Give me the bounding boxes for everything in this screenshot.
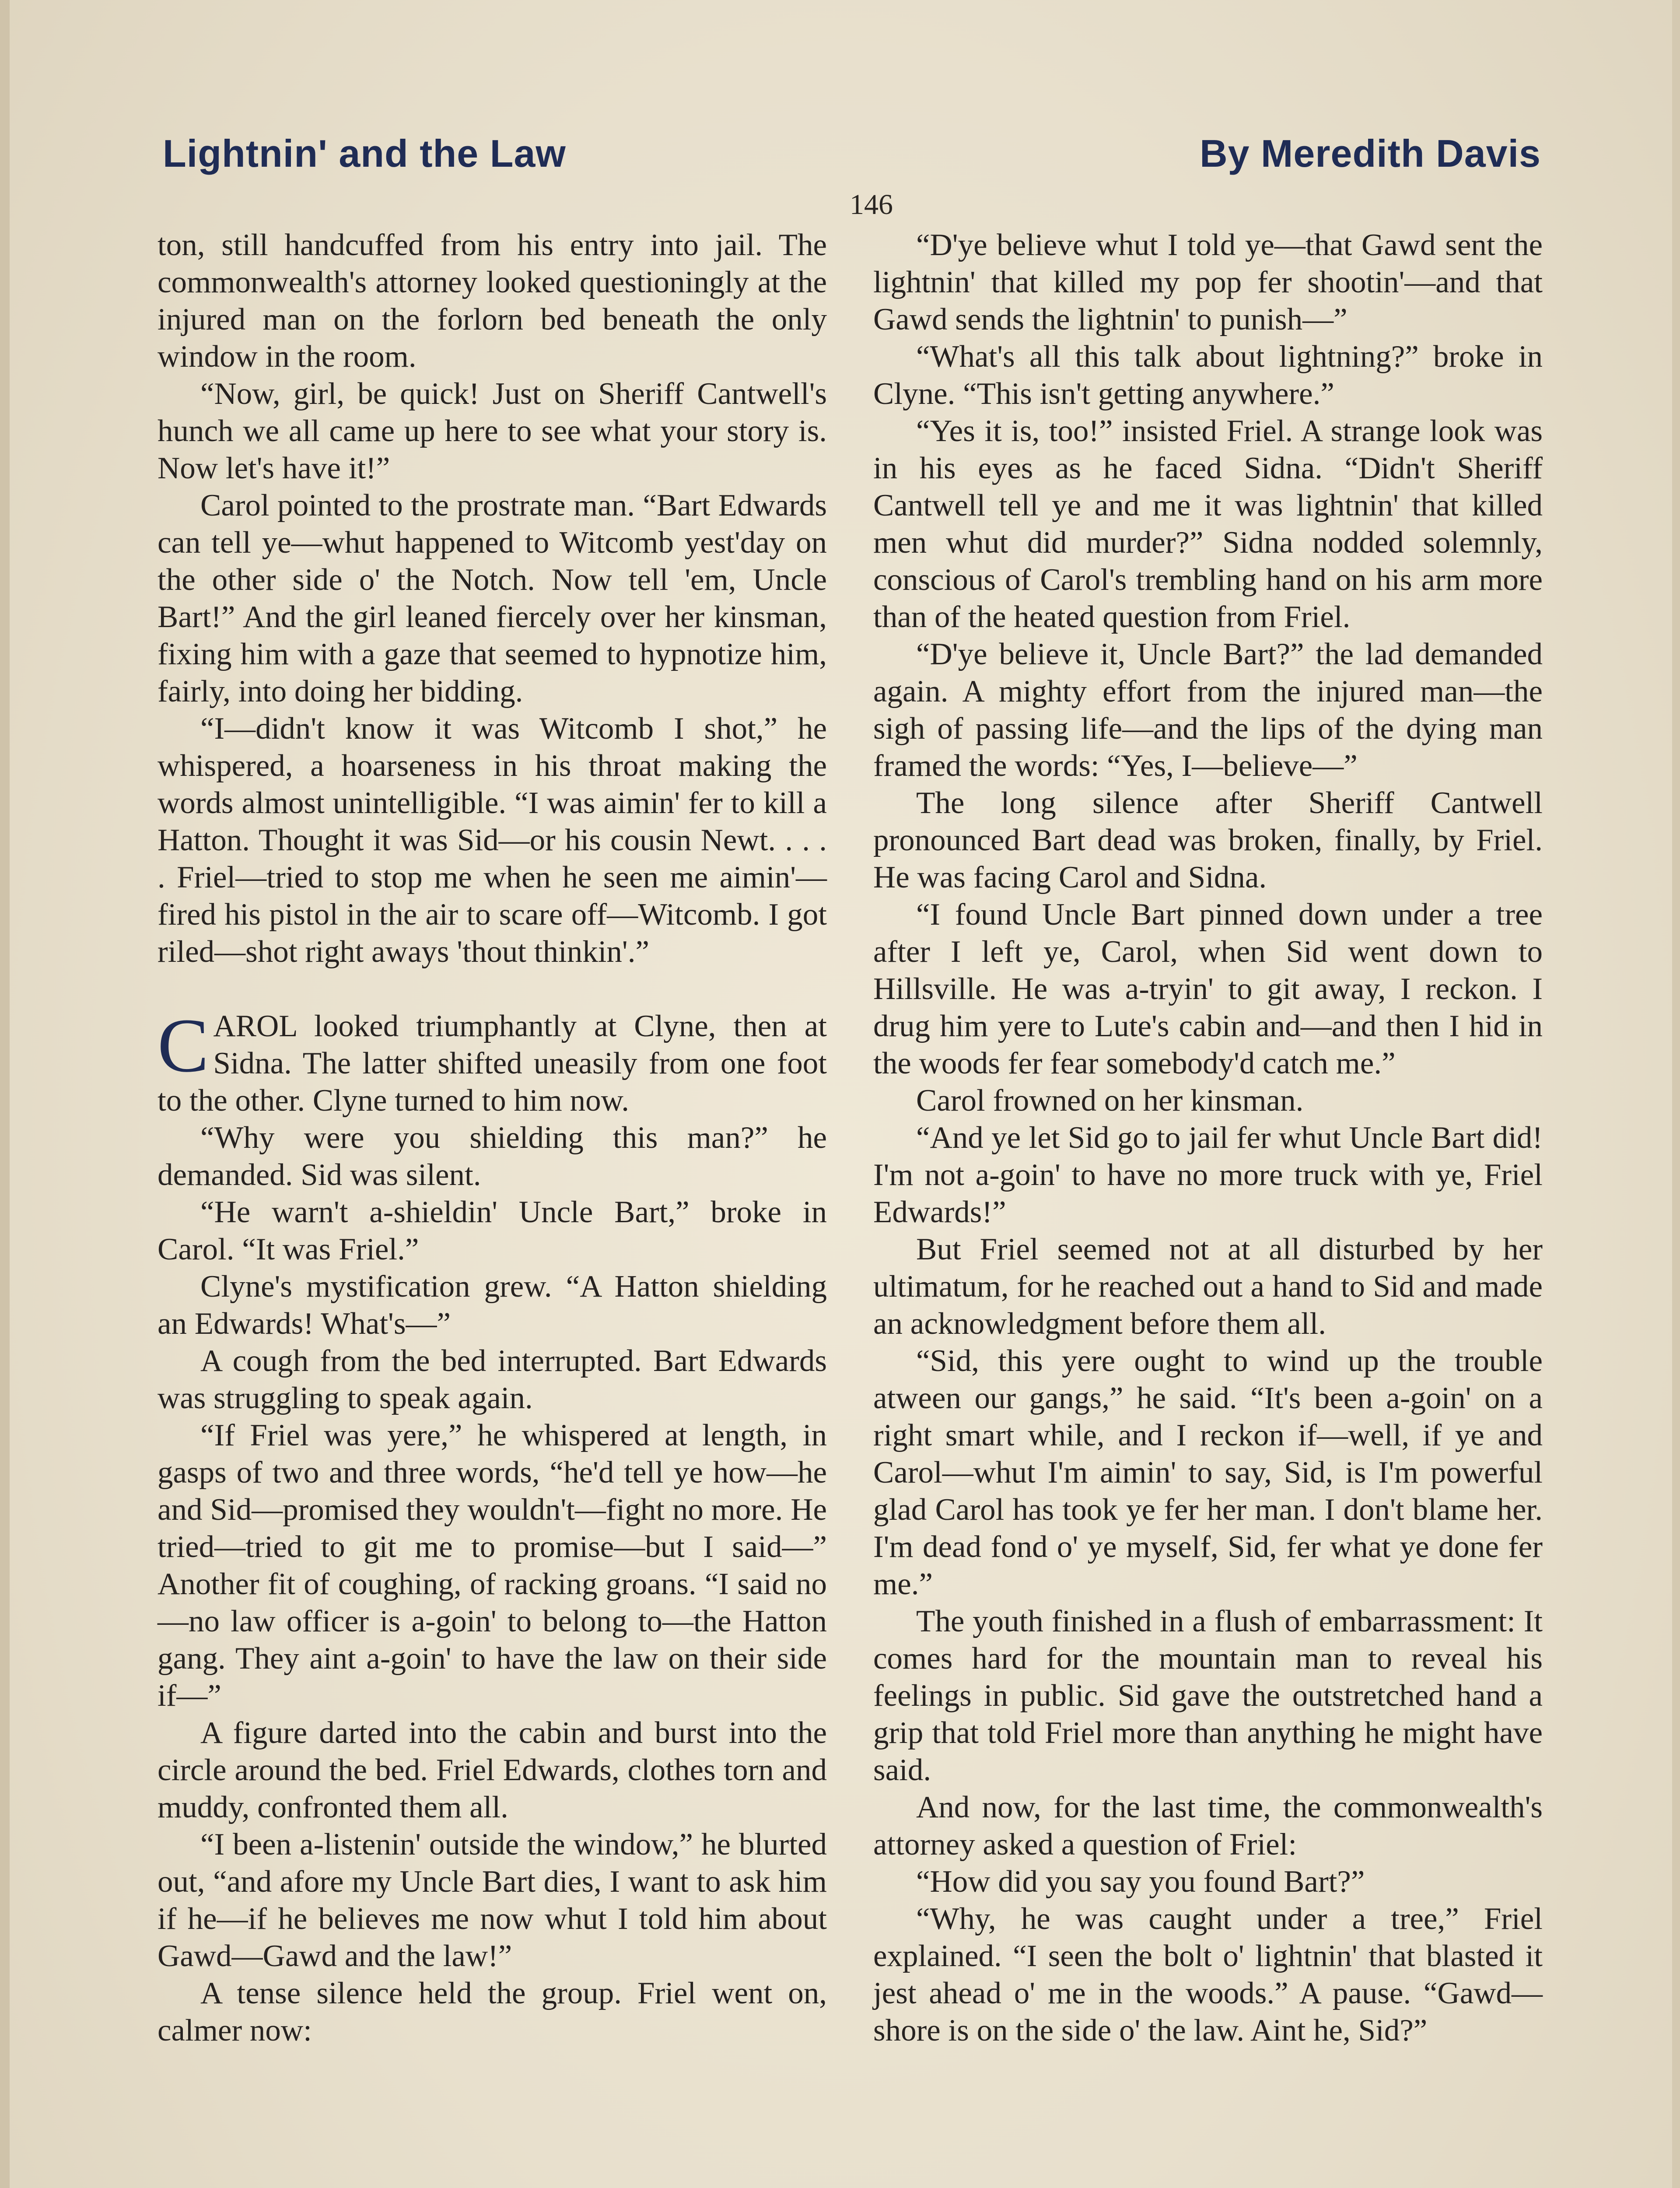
page-number: 146: [850, 189, 893, 221]
right-column: [873, 227, 1543, 2049]
paragraph: The long silence after Sheriff Cantwell pronounced Bart dead was broken, finally, by Friel. He was facing Carol and Sidna.: [873, 786, 1543, 894]
paragraph-text: AROL looked triumphantly at Clyne, then at Sidna. The latter shifted uneasily from one foot to the other. Clyne turned to him now.: [158, 1009, 827, 1118]
paragraph: But Friel seemed not at all disturbed by her ultimatum, for he reached out a hand to Sid and made an acknowledgment before them all.: [873, 1232, 1543, 1341]
paragraph: The youth finished in a flush of embarrassment: It comes hard for the mountain man to reveal his feelings in public. Sid gave the outstretched hand a grip that told Friel more than anything he might have said.: [873, 1604, 1543, 1787]
paragraph: “I been a-listenin' outside the window,” he blurted out, “and afore my Uncle Bart dies, I want to ask him if he—if he believes me now whut I told him about Gawd—Gawd and the law!”: [158, 1827, 827, 1973]
paragraph: “I found Uncle Bart pinned down under a tree after I left ye, Carol, when Sid went down to Hillsville. He was a-tryin' to git away, I reckon. I drug him yere to Lute's cabin and—and then I hid in the woods fer fear somebody'd catch me.”: [873, 898, 1543, 1080]
section-break-paragraph: [158, 1003, 827, 1119]
drop-cap: C: [158, 1003, 209, 1088]
story-title: Lightnin' and the Law: [163, 132, 566, 175]
paragraph: And now, for the last time, the commonwealth's attorney asked a question of Friel:: [873, 1790, 1543, 1862]
paragraph: “I—didn't know it was Witcomb I shot,” he whispered, a hoarseness in his throat making the words almost unintelligible. “I was aimin' fer to kill a Hatton. Thought it was Sid—or his cousin Newt. . . . . Friel—tried to stop me when he seen me aimin'—fired his pistol in the air to scare off—Witcomb. I got riled—shot right aways 'thout thinkin'.”: [158, 712, 827, 969]
paragraph: Clyne's mystification grew. “A Hatton shielding an Edwards! What's—”: [158, 1269, 827, 1341]
paragraph: ton, still handcuffed from his entry into jail. The commonwealth's attorney looked questioningly at the injured man on the forlorn bed beneath the only window in the room.: [158, 228, 827, 374]
paragraph: “D'ye believe whut I told ye—that Gawd sent the lightnin' that killed my pop fer shootin'—and that Gawd sends the lightnin' to punish—”: [873, 228, 1543, 337]
paragraph: “And ye let Sid go to jail fer whut Uncle Bart did! I'm not a-goin' to have no more truck with ye, Friel Edwards!”: [873, 1121, 1543, 1229]
paragraph: “What's all this talk about lightning?” broke in Clyne. “This isn't getting anywhere.”: [873, 340, 1543, 411]
author-byline: By Meredith Davis: [1200, 132, 1541, 175]
paragraph: “Yes it is, too!” insisted Friel. A strange look was in his eyes as he faced Sidna. “Didn't Sheriff Cantwell tell ye and me it was lightnin' that killed men whut did murder?” Sidna nodded solemnly, conscious of Carol's trembling hand on his arm more than of the heated question from Friel.: [873, 414, 1543, 634]
paragraph: A cough from the bed interrupted. Bart Edwards was struggling to speak again.: [158, 1344, 827, 1415]
paragraph: “He warn't a-shieldin' Uncle Bart,” broke in Carol. “It was Friel.”: [158, 1195, 827, 1266]
paragraph: Carol frowned on her kinsman.: [916, 1083, 1304, 1118]
left-column: [158, 227, 827, 2049]
paragraph: A figure darted into the cabin and burst into the circle around the bed. Friel Edwards, clothes torn and muddy, confronted them all.: [158, 1716, 827, 1824]
paragraph: “How did you say you found Bart?”: [916, 1865, 1365, 1899]
paragraph: “If Friel was yere,” he whispered at length, in gasps of two and three words, “he'd tell ye how—he and Sid—promised they wouldn't—fight no more. He tried—tried to git me to promise—but I said—” Another fit of coughing, of racking groans. “I said no—no law officer is a-goin' to belong to—the Hatton gang. They aint a-goin' to have the law on their side if—”: [158, 1418, 827, 1713]
paragraph: “Now, girl, be quick! Just on Sheriff Cantwell's hunch we all came up here to see what your story is. Now let's have it!”: [158, 377, 827, 485]
paragraph: “D'ye believe it, Uncle Bart?” the lad demanded again. A mighty effort from the injured man—the sigh of passing life—and the lips of the dying man framed the words: “Yes, I—believe—”: [873, 637, 1543, 783]
paragraph: A tense silence held the group. Friel went on, calmer now:: [158, 1976, 827, 2048]
paragraph: “Why were you shielding this man?” he demanded. Sid was silent.: [158, 1121, 827, 1192]
paragraph: “Sid, this yere ought to wind up the trouble atween our gangs,” he said. “It's been a-goin' on a right smart while, and I reckon if—well, if ye and Carol—whut I'm aimin' to say, Sid, is I'm powerful glad Carol has took ye fer her man. I don't blame her. I'm dead fond o' ye myself, Sid, fer what ye done fer me.”: [873, 1344, 1543, 1601]
paragraph: Carol pointed to the prostrate man. “Bart Edwards can tell ye—whut happened to Witcomb yest'day on the other side o' the Notch. Now tell 'em, Uncle Bart!” And the girl leaned fiercely over her kinsman, fixing him with a gaze that seemed to hypnotize him, fairly, into doing her bidding.: [158, 488, 827, 708]
paragraph: “Why, he was caught under a tree,” Friel explained. “I seen the bolt o' lightnin' that blasted it jest ahead o' me in the woods.” A pause. “Gawd—shore is on the side o' the law. Aint he, Sid?”: [873, 1902, 1543, 2048]
